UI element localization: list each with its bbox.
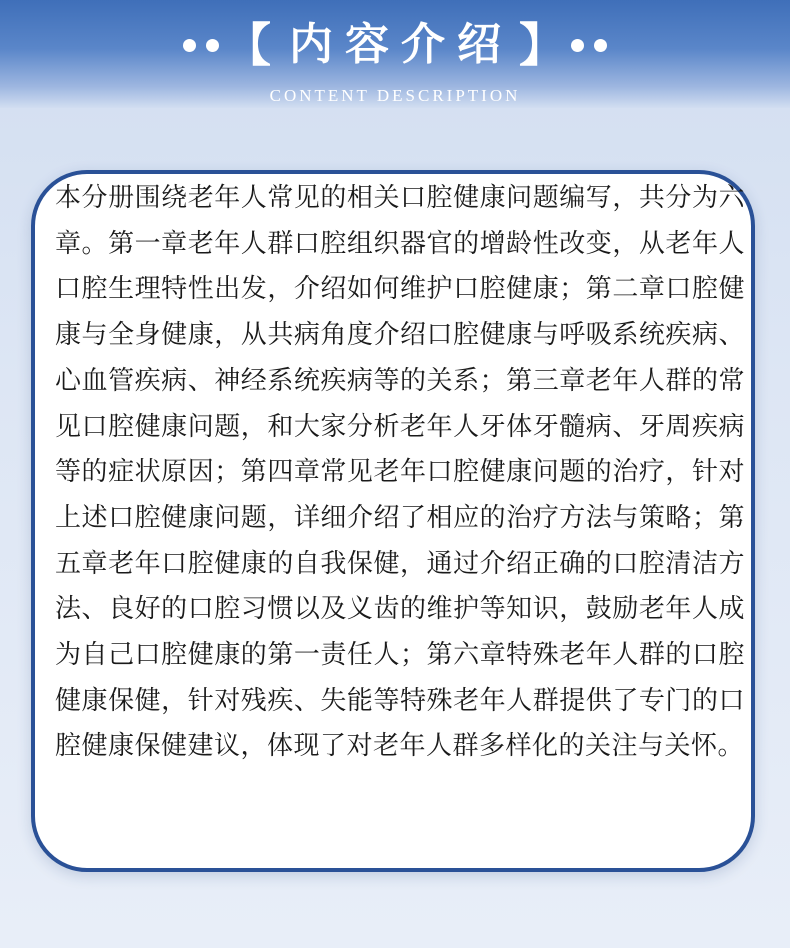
dot-icon xyxy=(206,39,219,52)
section-title xyxy=(0,10,790,80)
description-text: 本分册围绕老年人常见的相关口腔健康问题编写，共分为六章。第一章老年人群口腔组织器官的增龄性改变，从老年人口腔生理特性出发，介绍如何维护口腔健康；第二章口腔健康与全身健康，从共病角度介绍口腔健康与呼吸系统疾病、心血管疾病、神经系统疾病等的关系；第三章老年人群的常见口腔健康问题，和大家分析老年人牙体牙髓病、牙周疾病等的症状原因；第四章常见老年口腔健康问题的治疗，针对上述口腔健康问题，详细介绍了相应的治疗方法与策略；第五章老年口腔健康的自我保健，通过介绍正确的口腔清洁方法、良好的口腔习惯以及义齿的维护等知识，鼓励老年人成为自己口腔健康的第一责任人；第六章特殊老年人群的口腔健康保健，针对残疾、失能等特殊老年人群提供了专门的口腔健康保健建议，体现了对老年人群多样化的关注与关怀。 xyxy=(55,183,745,762)
dot-icon xyxy=(594,39,607,52)
dot-icon xyxy=(571,39,584,52)
page-title: 内容介绍 xyxy=(289,19,513,70)
page-subtitle: CONTENT DESCRIPTION xyxy=(269,86,521,105)
dot-icon xyxy=(183,39,196,52)
left-bracket: 【 xyxy=(225,18,271,72)
right-bracket: 】 xyxy=(519,18,565,72)
left-dots-decoration xyxy=(183,39,219,52)
right-dots-decoration xyxy=(571,39,607,52)
